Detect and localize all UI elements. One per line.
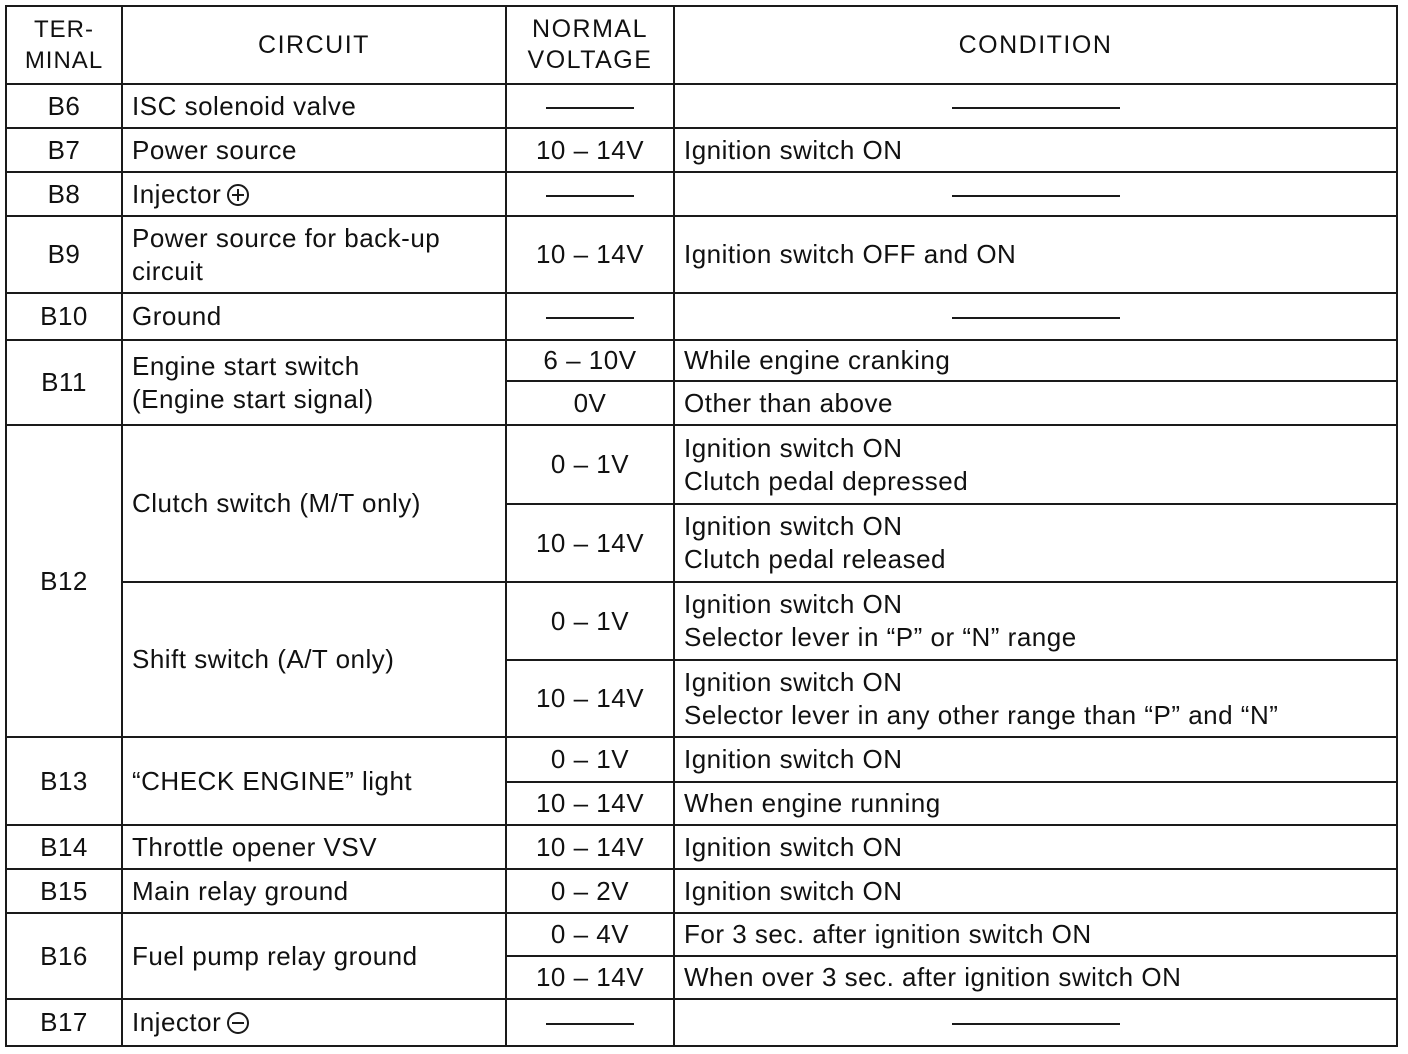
circuit-line-1: Power source for back-up	[132, 222, 441, 253]
condition-cell	[674, 660, 1397, 737]
circled-minus-icon	[227, 1012, 249, 1034]
condition-line-1: Ignition switch ON	[684, 511, 903, 541]
condition-cell: While engine cranking	[674, 340, 1397, 381]
voltage-cell: 10 – 14V	[506, 660, 674, 737]
terminal-cell: B11	[6, 340, 122, 425]
terminal-cell: B7	[6, 128, 122, 172]
table-row-b10	[6, 293, 1397, 340]
voltage-cell: 0V	[506, 381, 674, 425]
circuit-cell: Main relay ground	[122, 869, 506, 913]
circuit-cell: Power source	[122, 128, 506, 172]
condition-cell: Ignition switch ON	[674, 128, 1397, 172]
table-row-b9	[6, 216, 1397, 293]
voltage-cell: 0 – 1V	[506, 425, 674, 504]
condition-cell	[674, 582, 1397, 660]
voltage-cell: 10 – 14V	[506, 128, 674, 172]
header-terminal-line-1: TER-	[34, 16, 94, 43]
circuit-line-1: Engine start switch	[132, 350, 360, 381]
voltage-cell: 6 – 10V	[506, 340, 674, 381]
table-row-b12-sub	[6, 582, 1397, 660]
voltage-cell: 10 – 14V	[506, 504, 674, 582]
dash-mark	[546, 1023, 634, 1025]
dash-mark	[952, 195, 1120, 197]
voltage-cell	[506, 293, 674, 340]
condition-line-2: Selector lever in “P” or “N” range	[684, 622, 1077, 652]
voltage-cell	[506, 84, 674, 128]
condition-cell: Ignition switch ON	[674, 825, 1397, 869]
condition-cell	[674, 504, 1397, 582]
terminal-cell: B17	[6, 999, 122, 1046]
header-condition: CONDITION	[674, 6, 1397, 84]
header-circuit: CIRCUIT	[122, 6, 506, 84]
circled-plus-icon	[227, 184, 249, 206]
header-voltage-line-1: NORMAL	[532, 15, 648, 43]
circuit-cell	[122, 999, 506, 1046]
voltage-cell: 10 – 14V	[506, 956, 674, 999]
condition-cell: Ignition switch OFF and ON	[674, 216, 1397, 293]
condition-line-1: Ignition switch ON	[684, 432, 903, 463]
header-voltage-line-2: VOLTAGE	[527, 46, 653, 74]
voltage-cell: 0 – 4V	[506, 913, 674, 956]
voltage-cell: 10 – 14V	[506, 825, 674, 869]
table-row-b7	[6, 128, 1397, 172]
condition-cell	[674, 999, 1397, 1046]
condition-cell: When over 3 sec. after ignition switch ON	[674, 956, 1397, 999]
circuit-cell	[122, 172, 506, 216]
dash-mark	[952, 317, 1120, 319]
voltage-cell: 10 – 14V	[506, 216, 674, 293]
header-terminal	[6, 6, 122, 84]
dash-mark	[546, 195, 634, 197]
condition-line-2: Clutch pedal depressed	[684, 465, 969, 496]
table-row-b6	[6, 84, 1397, 128]
table-row-b16	[6, 913, 1397, 956]
terminal-voltage-sheet	[5, 5, 1398, 1047]
condition-cell: For 3 sec. after ignition switch ON	[674, 913, 1397, 956]
voltage-cell: 0 – 1V	[506, 737, 674, 782]
condition-cell	[674, 84, 1397, 128]
dash-mark	[546, 107, 634, 109]
voltage-cell: 10 – 14V	[506, 782, 674, 825]
table-row-b15	[6, 869, 1397, 913]
circuit-cell: Fuel pump relay ground	[122, 913, 506, 999]
circuit-cell	[122, 340, 506, 425]
terminal-cell: B10	[6, 293, 122, 340]
condition-cell: Ignition switch ON	[674, 737, 1397, 782]
dash-mark	[546, 317, 634, 319]
table-row-b17	[6, 999, 1397, 1046]
circuit-line-2: circuit	[132, 255, 204, 286]
table-row-b8	[6, 172, 1397, 216]
circuit-cell: Throttle opener VSV	[122, 825, 506, 869]
circuit-cell: Ground	[122, 293, 506, 340]
terminal-cell: B9	[6, 216, 122, 293]
condition-line-2: Selector lever in any other range than “P” and “N”	[684, 699, 1279, 730]
header-row	[6, 6, 1397, 84]
terminal-cell: B16	[6, 913, 122, 999]
condition-cell	[674, 425, 1397, 504]
condition-cell	[674, 293, 1397, 340]
table-row-b13	[6, 737, 1397, 782]
terminal-cell: B8	[6, 172, 122, 216]
table-row-b14	[6, 825, 1397, 869]
condition-line-1: Ignition switch ON	[684, 666, 903, 697]
condition-line-1: Ignition switch ON	[684, 589, 903, 619]
voltage-cell	[506, 172, 674, 216]
circuit-cell: “CHECK ENGINE” light	[122, 737, 506, 825]
table-row-b11	[6, 340, 1397, 381]
circuit-cell: Clutch switch (M/T only)	[122, 425, 506, 582]
voltage-cell	[506, 999, 674, 1046]
header-terminal-line-2: MINAL	[24, 47, 104, 74]
condition-cell: Ignition switch ON	[674, 869, 1397, 913]
condition-cell: Other than above	[674, 381, 1397, 425]
terminal-cell: B12	[6, 425, 122, 737]
circuit-line-2: (Engine start signal)	[132, 383, 374, 414]
circuit-cell: ISC solenoid valve	[122, 84, 506, 128]
header-voltage	[506, 6, 674, 84]
voltage-cell: 0 – 2V	[506, 869, 674, 913]
table-row-b12	[6, 425, 1397, 504]
dash-mark	[952, 1023, 1120, 1025]
condition-line-2: Clutch pedal released	[684, 544, 946, 574]
condition-cell	[674, 172, 1397, 216]
terminal-cell: B14	[6, 825, 122, 869]
terminal-cell: B15	[6, 869, 122, 913]
circuit-label: Injector	[132, 1007, 222, 1037]
terminal-cell: B6	[6, 84, 122, 128]
circuit-label: Injector	[132, 178, 222, 209]
circuit-cell	[122, 216, 506, 293]
circuit-cell: Shift switch (A/T only)	[122, 582, 506, 737]
dash-mark	[952, 107, 1120, 109]
terminal-cell: B13	[6, 737, 122, 825]
voltage-cell: 0 – 1V	[506, 582, 674, 660]
condition-cell: When engine running	[674, 782, 1397, 825]
terminal-table	[5, 5, 1398, 1047]
